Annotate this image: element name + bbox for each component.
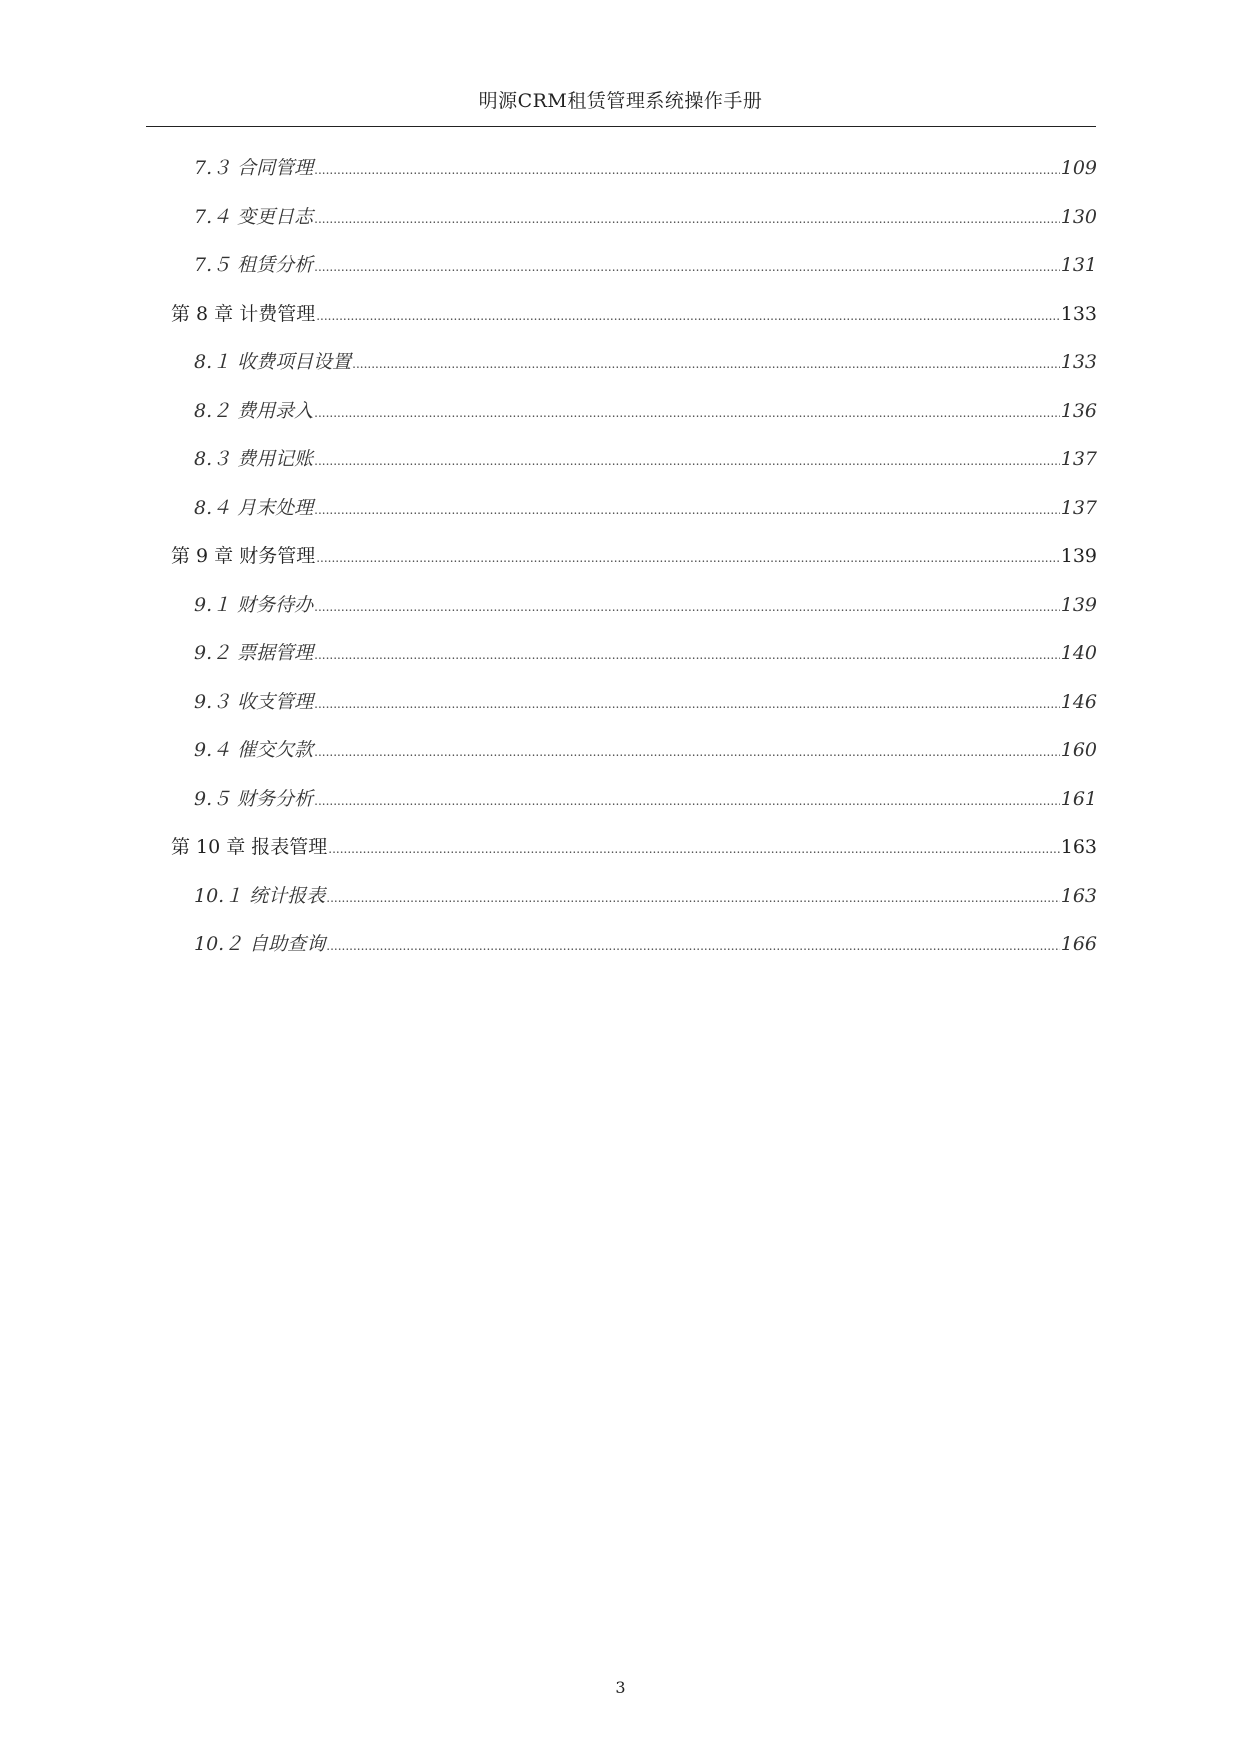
toc-entry-page-number: 109 <box>1060 157 1097 179</box>
toc-entry-label: 9.４ 催交欠款 <box>194 739 314 761</box>
toc-entry-label: 8.３ 费用记账 <box>194 448 314 470</box>
toc-entry[interactable] <box>194 202 1097 232</box>
toc-dot-leader <box>314 254 1060 276</box>
toc-dot-leader <box>314 157 1060 179</box>
toc-entry-page-number: 163 <box>1060 884 1097 907</box>
toc-entry-page-number: 163 <box>1060 836 1097 858</box>
toc-dot-leader <box>326 933 1059 955</box>
toc-dot-leader <box>314 594 1060 616</box>
toc-entry-page-number: 133 <box>1060 302 1097 325</box>
toc-entry-page-number: 137 <box>1060 496 1097 519</box>
toc-entry[interactable] <box>194 590 1097 620</box>
toc-entry[interactable] <box>194 347 1097 377</box>
toc-entry[interactable] <box>194 444 1097 474</box>
toc-entry-label: 8.２ 费用录入 <box>194 399 314 422</box>
toc-entry-page-number: 160 <box>1060 739 1097 761</box>
toc-entry-page-number: 166 <box>1060 933 1097 955</box>
toc-entry[interactable] <box>194 735 1097 765</box>
toc-entry-page-number: 139 <box>1060 593 1097 616</box>
toc-entry[interactable] <box>194 250 1097 280</box>
toc-entry-label: 8.４ 月末处理 <box>194 496 314 519</box>
toc-entry-label: 10.１ 统计报表 <box>194 884 326 907</box>
header-divider <box>146 126 1096 127</box>
toc-entry[interactable] <box>171 299 1097 329</box>
toc-entry[interactable] <box>194 929 1097 959</box>
toc-dot-leader <box>352 351 1060 373</box>
toc-entry-label: 7.５ 租赁分析 <box>194 254 314 276</box>
toc-entry[interactable] <box>194 881 1097 911</box>
toc-entry-page-number: 130 <box>1060 205 1097 228</box>
toc-entry-label: 9.３ 收支管理 <box>194 690 314 713</box>
toc-entry[interactable] <box>194 687 1097 717</box>
toc-dot-leader <box>314 206 1060 228</box>
toc-dot-leader <box>314 691 1060 713</box>
toc-dot-leader <box>316 303 1060 325</box>
page-number: 3 <box>615 1678 626 1697</box>
toc-entry-label: 7.４ 变更日志 <box>194 205 314 228</box>
header-title: 明源CRM租赁管理系统操作手册 <box>478 90 763 112</box>
toc-entry-label: 8.１ 收费项目设置 <box>194 351 352 373</box>
toc-entry[interactable] <box>194 493 1097 523</box>
toc-entry-page-number: 161 <box>1060 787 1097 810</box>
toc-entry-label: 第 8 章 计费管理 <box>171 302 316 325</box>
toc-dot-leader <box>314 497 1060 519</box>
toc-dot-leader <box>328 836 1059 858</box>
toc-entry-page-number: 136 <box>1060 399 1097 422</box>
toc-entry-label: 10.２ 自助查询 <box>194 933 326 955</box>
toc-dot-leader <box>314 788 1060 810</box>
toc-dot-leader <box>314 642 1060 664</box>
toc-entry[interactable] <box>194 638 1097 668</box>
toc-entry-label: 第 10 章 报表管理 <box>171 836 328 858</box>
toc-entry[interactable] <box>171 832 1097 862</box>
toc-entry[interactable] <box>194 784 1097 814</box>
toc-entry-label: 第 9 章 财务管理 <box>171 545 316 567</box>
toc-dot-leader <box>316 545 1060 567</box>
toc-entry-label: 9.５ 财务分析 <box>194 787 314 810</box>
toc-entry-page-number: 137 <box>1060 448 1097 470</box>
toc-entry-page-number: 139 <box>1060 545 1097 567</box>
toc-entry[interactable] <box>194 396 1097 426</box>
toc-entry-label: 7.３ 合同管理 <box>194 157 314 179</box>
toc-entry[interactable] <box>171 541 1097 571</box>
toc-dot-leader <box>314 739 1060 761</box>
toc-entry[interactable] <box>194 153 1097 183</box>
toc-dot-leader <box>326 885 1059 907</box>
toc-dot-leader <box>314 448 1060 470</box>
toc-entry-page-number: 131 <box>1060 254 1097 276</box>
toc-entry-label: 9.２ 票据管理 <box>194 642 314 664</box>
toc-entry-page-number: 140 <box>1060 642 1097 664</box>
toc-entry-label: 9.１ 财务待办 <box>194 593 314 616</box>
toc-entry-page-number: 146 <box>1060 690 1097 713</box>
toc-entry-page-number: 133 <box>1060 351 1097 373</box>
toc-dot-leader <box>314 400 1060 422</box>
